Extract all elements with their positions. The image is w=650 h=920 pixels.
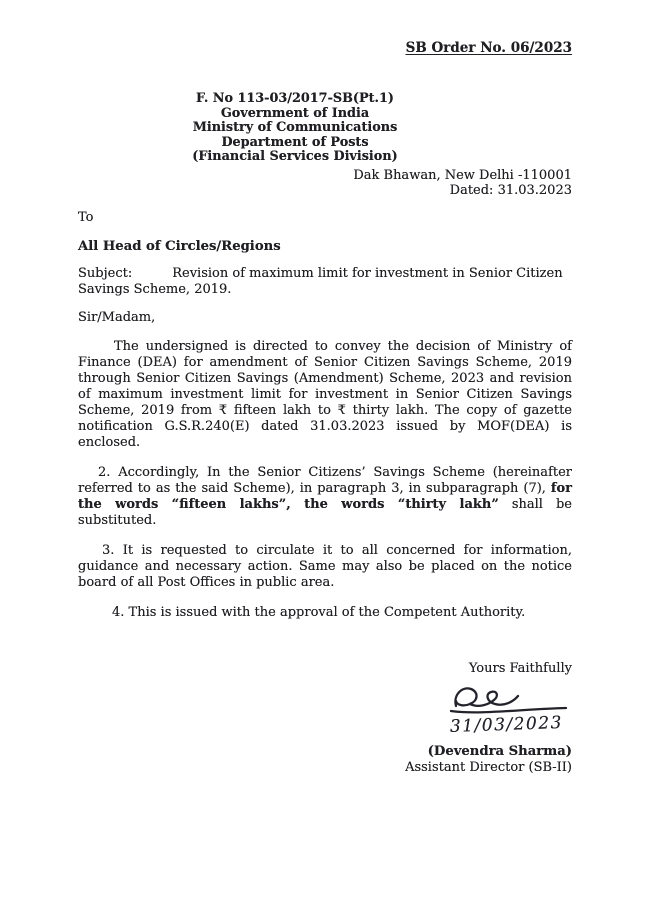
- subject-label: Subject:: [78, 265, 133, 281]
- paragraph-2-lead: 2. Accordingly, In the Senior Citizens’ Savings Scheme (hereinafter referred to as the said Scheme), in paragraph 3, in subparagraph (7),: [78, 464, 572, 496]
- paragraph-2-bold-clause: for the words “fifteen lakhs”, the words “thirty lakh”: [78, 480, 572, 512]
- signature-loop: [455, 688, 476, 706]
- date-line: Dated: 31.03.2023: [449, 182, 572, 198]
- signature-scribble: [444, 682, 576, 740]
- recipient: All Head of Circles/Regions: [78, 238, 281, 254]
- signatory-name: (Devendra Sharma): [427, 743, 572, 759]
- paragraph-3: 3. It is requested to circulate it to all concerned for information, guidance and necessary action. Same may also be placed on the notice board of all Post Offices in public area.: [78, 542, 572, 590]
- paragraph-1: The undersigned is directed to convey the decision of Ministry of Finance (DEA) for amendment of Senior Citizen Savings Scheme, 2019 through Senior Citizen Savings (Amendment) Scheme, 2023 and revision of maximum investment limit for investment in Senior Citizen Savings Scheme, 2019 from ₹ fifteen lakh to ₹ thirty lakh. The copy of gazette notification G.S.R.240(E) dated 31.03.2023 issued by MOF(DEA) is enclosed.: [78, 338, 572, 450]
- order-number-text: SB Order No. 06/2023: [405, 40, 572, 56]
- org-line-department: Department of Posts: [221, 134, 369, 150]
- signature-date-handwritten: 31/03/2023: [449, 712, 564, 737]
- to-label: To: [78, 209, 94, 225]
- paragraph-2-tail: shall be substituted.: [78, 496, 572, 528]
- order-number: [78, 40, 572, 56]
- letterhead: [48, 92, 542, 165]
- file-number: F. No 113-03/2017-SB(Pt.1): [196, 91, 394, 106]
- salutation: Sir/Madam,: [78, 309, 156, 325]
- subject-text: Revision of maximum limit for investment in Senior Citizen Savings Scheme, 2019.: [78, 265, 563, 297]
- place-line: Dak Bhawan, New Delhi -110001: [353, 167, 572, 183]
- signature-block: [78, 682, 576, 744]
- paragraph-2: [78, 465, 572, 529]
- org-line-government: Government of India: [220, 105, 370, 121]
- paragraph-4: 4. This is issued with the approval of the Competent Authority.: [112, 604, 526, 620]
- closing-salutation: Yours Faithfully: [468, 660, 572, 676]
- org-line-division: (Financial Services Division): [192, 149, 398, 164]
- signatory-title: Assistant Director (SB-II): [405, 759, 572, 775]
- org-line-ministry: Ministry of Communications: [192, 120, 398, 135]
- address-block: [78, 168, 572, 198]
- subject-row: [78, 266, 572, 298]
- signature-underline: [451, 708, 566, 712]
